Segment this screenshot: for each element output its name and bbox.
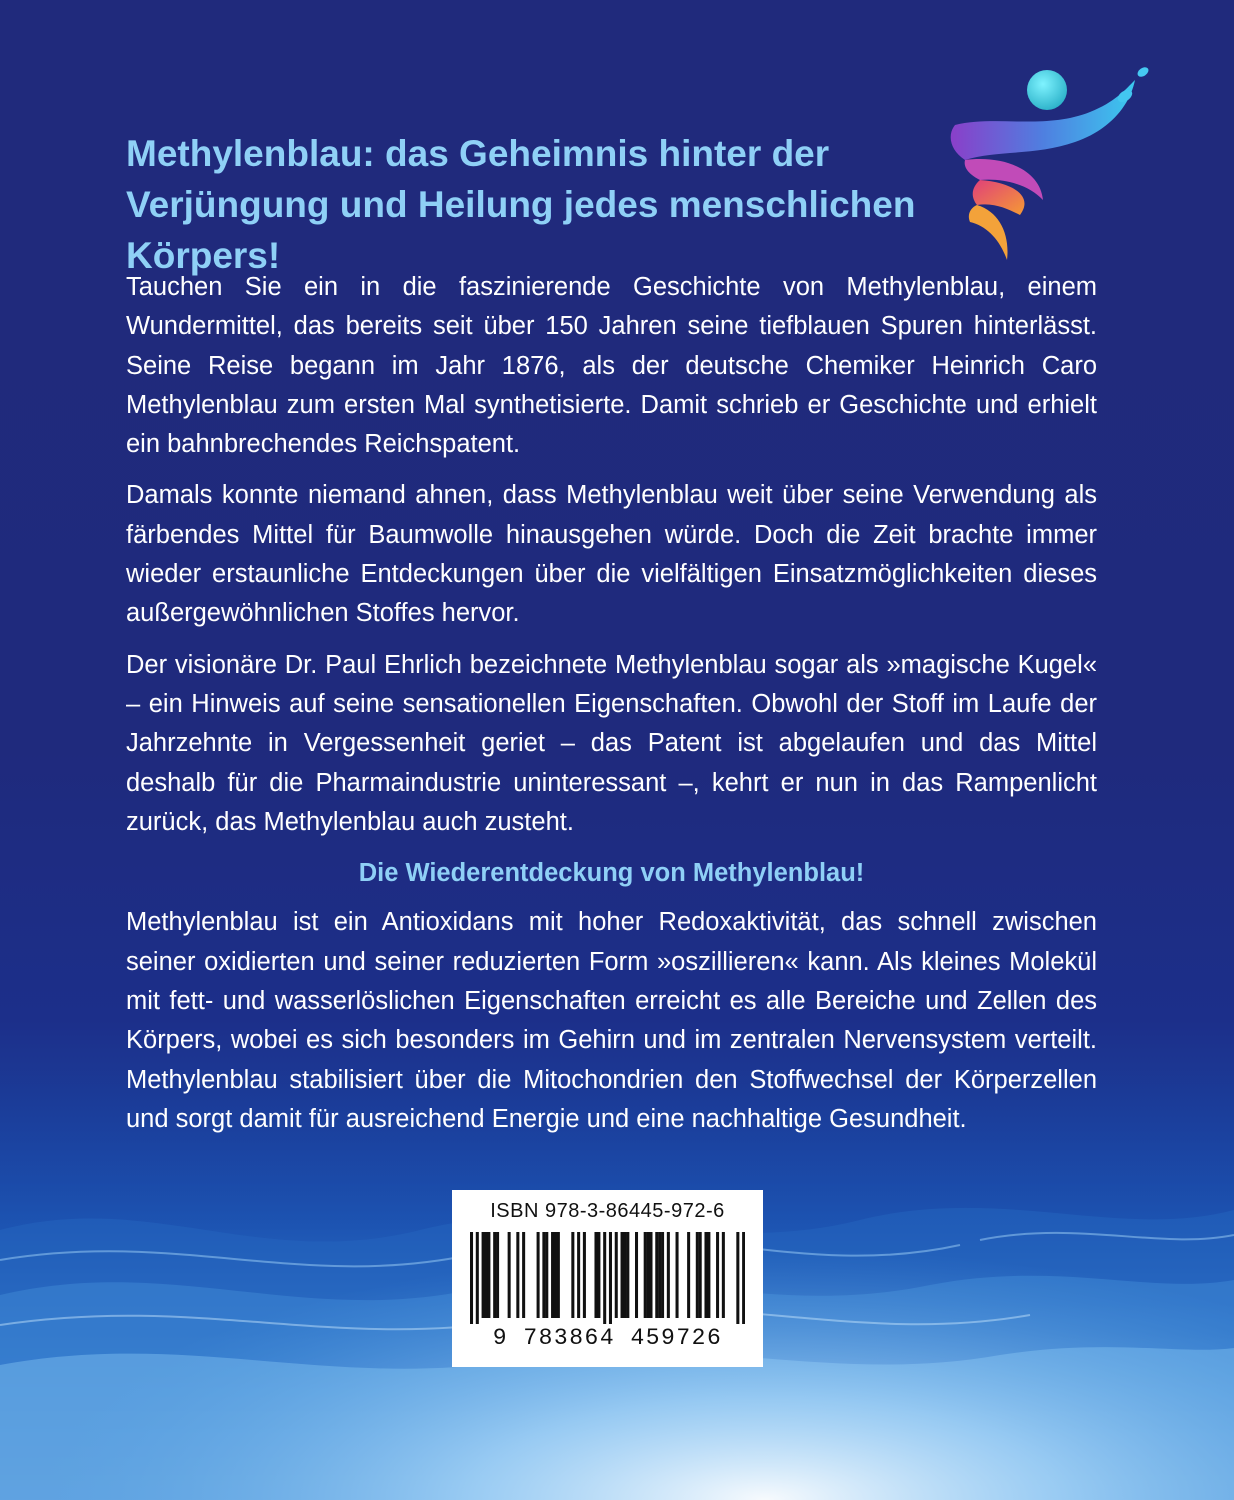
barcode-bar bbox=[487, 1232, 490, 1318]
swimmer-logo-icon bbox=[925, 50, 1155, 270]
isbn-label: ISBN 978-3-86445-972-6 bbox=[490, 1200, 725, 1222]
barcode-bar bbox=[609, 1232, 612, 1324]
barcode-bar bbox=[661, 1232, 664, 1318]
blurb-paragraph-2: Damals konnte niemand ahnen, dass Methylenblau weit über seine Verwendung als färbendes Mittel für Baumwolle hinausgehen würde. Doch die Zeit brachte immer wieder erstaunliche Entdeckungen über die vielfältigen Einsatzmöglichkeiten dieses außergewöhnlichen Stoffes hervor. bbox=[126, 481, 1097, 628]
barcode-bar bbox=[699, 1232, 702, 1318]
blurb-paragraph-3: Der visionäre Dr. Paul Ehrlich bezeichnete Methylenblau sogar als »magische Kugel« – ein Hinweis auf seine sensationellen Eigenschaften. Obwohl der Stoff im Laufe der Jahrzehnte in Vergessenheit geriet – das Patent ist abgelaufen und das Mittel deshalb für die Pharmaindustrie uninteressant –, kehrt er nun in das Rampenlicht zurück, das Methylenblau auch zusteht. bbox=[126, 650, 1097, 836]
barcode-bar bbox=[516, 1232, 519, 1318]
barcode-bar bbox=[626, 1232, 629, 1318]
barcode-bar bbox=[621, 1232, 624, 1318]
barcode-bar bbox=[557, 1232, 560, 1318]
barcode-bar bbox=[554, 1232, 557, 1318]
cover-headline: Methylenblau: das Geheimnis hinter der Verjüngung und Heilung jedes menschlichen Körpers! bbox=[126, 133, 916, 276]
barcode-bar bbox=[647, 1232, 650, 1318]
blurb-paragraph-1: Tauchen Sie ein in die faszinierende Geschichte von Methylenblau, einem Wundermittel, das bereits seit über 150 Jahren seine tiefblauen Spuren hinterlässt. Seine Reise begann im Jahr 1876, als der deutsche Chemiker Heinrich Caro Methylenblau zum ersten Mal synthetisierte. Damit schrieb er Geschichte und erhielt ein bahnbrechendes Reichspatent. bbox=[126, 273, 1097, 459]
barcode-bar bbox=[687, 1232, 690, 1318]
barcode-bar bbox=[496, 1232, 499, 1318]
barcode-bar bbox=[493, 1232, 496, 1318]
barcode-bar bbox=[655, 1232, 658, 1318]
barcode-bars bbox=[470, 1232, 745, 1324]
barcode-bar bbox=[482, 1232, 485, 1318]
barcode-bar bbox=[571, 1232, 574, 1318]
barcode-bar bbox=[594, 1232, 597, 1318]
barcode-bar bbox=[676, 1232, 679, 1318]
barcode-bar bbox=[707, 1232, 710, 1318]
barcode-bar bbox=[644, 1232, 647, 1318]
barcode-bar bbox=[742, 1232, 745, 1324]
barcode-bar bbox=[696, 1232, 699, 1318]
barcode-bar bbox=[722, 1232, 725, 1318]
barcode-bar bbox=[484, 1232, 487, 1318]
barcode-bar bbox=[615, 1232, 618, 1318]
barcode-bar bbox=[736, 1232, 739, 1324]
barcode-bar bbox=[522, 1232, 525, 1318]
barcode-bar bbox=[551, 1232, 554, 1318]
barcode-number: 9 783864 459726 bbox=[492, 1325, 723, 1351]
barcode-bar bbox=[603, 1232, 606, 1324]
barcode-bar bbox=[658, 1232, 661, 1318]
barcode-bar bbox=[667, 1232, 670, 1318]
barcode-bar bbox=[583, 1232, 586, 1318]
barcode-bar bbox=[597, 1232, 600, 1318]
barcode-bar bbox=[635, 1232, 638, 1318]
barcode-bar bbox=[716, 1232, 719, 1318]
blurb-paragraph-4: Methylenblau ist ein Antioxidans mit hoher Redoxaktivität, das schnell zwischen seiner oxidierten und seiner reduzierten Form »oszillieren« kann. Als kleines Molekül mit fett- und wasserlöslichen Eigenschaften erreicht es alle Bereiche und Zellen des Körpers, wobei es sich besonders im Gehirn und im zentralen Nervensystem verteilt. Methylenblau stabilisiert über die Mitochondrien den Stoffwechsel der Körperzellen und sorgt damit für ausreichend Energie und eine nachhaltige Gesundheit. bbox=[126, 908, 1097, 1133]
barcode-bar bbox=[623, 1232, 626, 1318]
barcode-bar bbox=[542, 1232, 545, 1318]
section-subheading: Die Wiederentdeckung von Methylenblau! bbox=[358, 859, 865, 888]
barcode-bar bbox=[649, 1232, 652, 1318]
barcode-bar bbox=[537, 1232, 540, 1318]
barcode-bar bbox=[508, 1232, 511, 1318]
barcode-bar bbox=[577, 1232, 580, 1318]
barcode-bar bbox=[545, 1232, 548, 1318]
barcode-bar bbox=[476, 1232, 479, 1324]
barcode-bar bbox=[470, 1232, 473, 1324]
barcode-bar bbox=[704, 1232, 707, 1318]
blurb-body bbox=[126, 268, 1097, 1151]
isbn-barcode-box bbox=[452, 1190, 763, 1367]
